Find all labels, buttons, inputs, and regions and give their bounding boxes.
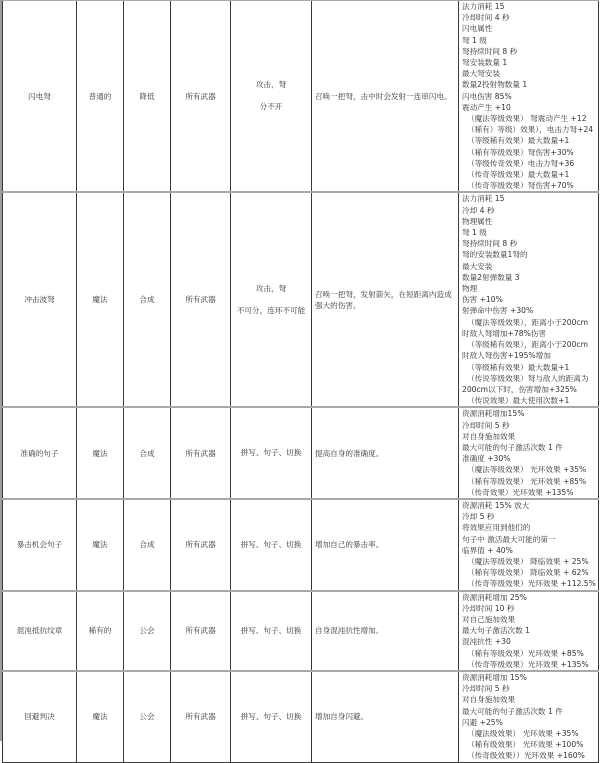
effect-line: 弩持续时间 8 秒 bbox=[462, 46, 518, 56]
skill-description: 增加自身闪避。 bbox=[315, 712, 369, 722]
effect-line: （魔法级效果） 光环效果 +35% bbox=[467, 729, 579, 738]
effect-line: 时敌人弩增加+78%伤害 bbox=[462, 328, 546, 338]
skill-source: 合成 bbox=[139, 295, 155, 305]
skill-description: 增加自己的暴击率。 bbox=[315, 540, 384, 550]
rarity-cell bbox=[77, 407, 124, 499]
combo-tag-line: 分不开 bbox=[259, 102, 283, 112]
effect-line: 法力消耗 15 bbox=[462, 2, 505, 11]
skill-rarity: 魔法 bbox=[92, 712, 108, 722]
effect-line: 数量2射弹数量 3 bbox=[462, 272, 520, 282]
combo-tag-line: 拼写、句子、切换 bbox=[240, 448, 302, 458]
weapon-cell bbox=[171, 0, 231, 192]
skill-name-cell bbox=[3, 0, 77, 192]
effect-line: （等级稀有效果）最大数量+1 bbox=[467, 136, 570, 146]
effect-line: 闪避 +25% bbox=[462, 717, 503, 727]
skills-table bbox=[2, 0, 599, 763]
table-row bbox=[3, 499, 599, 591]
skill-rarity: 普通的 bbox=[88, 91, 112, 101]
rarity-cell bbox=[77, 671, 124, 762]
skill-source: 降低 bbox=[139, 91, 155, 101]
effects-cell bbox=[459, 671, 599, 762]
effect-line: 对自己施加效果 bbox=[462, 614, 516, 624]
skill-name-cell bbox=[3, 407, 77, 499]
skill-name: 准确的句子 bbox=[20, 448, 59, 458]
effect-line: 资源消耗增加 25% bbox=[462, 592, 527, 602]
description-cell bbox=[312, 671, 459, 762]
effect-line: 弩持续时间 8 秒 bbox=[462, 239, 518, 249]
weapon-cell bbox=[171, 671, 231, 762]
effect-line: 伤害 +10% bbox=[462, 295, 503, 305]
table-row bbox=[3, 407, 599, 499]
skill-source: 公会 bbox=[139, 712, 155, 722]
description-cell bbox=[312, 499, 459, 591]
skill-weapon: 所有武器 bbox=[185, 626, 216, 636]
effect-line: 资源消耗 15% 放大 bbox=[462, 500, 530, 510]
rarity-cell bbox=[77, 192, 124, 407]
effect-line: 冷却时间 4 秒 bbox=[462, 13, 510, 23]
effect-line: 对自身施加效果 bbox=[462, 695, 516, 705]
rarity-cell bbox=[77, 499, 124, 591]
effect-line: （稀有级效果） 光环效果 +100% bbox=[467, 740, 584, 750]
effect-line: 闪电伤害 85% bbox=[462, 91, 512, 101]
skill-name: 混沌抵抗纹章 bbox=[16, 626, 63, 636]
effect-line: 法力消耗 15 bbox=[462, 194, 505, 204]
effect-line: 最大可能的句子激活次数 1 件 bbox=[462, 706, 563, 716]
skill-name-cell bbox=[3, 671, 77, 762]
combo-cell bbox=[231, 591, 312, 671]
effect-line: 冷却时间 5 秒 bbox=[462, 420, 510, 430]
source-cell bbox=[124, 671, 171, 762]
effect-line: 将效果应用到他们的 bbox=[462, 523, 531, 533]
effect-line: 弩 1 级 bbox=[462, 228, 487, 238]
effect-line: （稀有等级效果） 光环效果 +85% bbox=[467, 476, 587, 486]
effect-line: 冷却 4 秒 bbox=[462, 205, 495, 215]
combo-tag-line: 攻击，弩 bbox=[255, 80, 287, 90]
skill-source: 合成 bbox=[139, 448, 155, 458]
table-row bbox=[3, 0, 599, 192]
effect-line: 200cm以下时，伤害增加+325% bbox=[462, 384, 577, 394]
weapon-cell bbox=[171, 499, 231, 591]
effect-line: （魔法等级效果） 弩震动产生 +12 bbox=[467, 114, 587, 124]
skill-name: 冲击波弩 bbox=[24, 295, 55, 305]
skill-rarity: 稀有的 bbox=[88, 626, 112, 636]
rarity-cell bbox=[77, 591, 124, 671]
effect-line: 弩的安装数量1弩的 bbox=[462, 250, 528, 260]
effects-cell bbox=[459, 407, 599, 499]
effect-line: 弩安装数量 1 bbox=[462, 58, 508, 68]
effect-line: 资源消耗增加15% bbox=[462, 409, 525, 419]
skill-weapon: 所有武器 bbox=[185, 91, 216, 101]
effect-line: （稀有等级效果）弩伤害+30% bbox=[467, 147, 574, 157]
effects-cell bbox=[459, 0, 599, 192]
effect-line: 最大可能的句子激活次数 1 件 bbox=[462, 442, 563, 452]
skill-source: 公会 bbox=[139, 626, 155, 636]
effect-line: （传奇等级效果）光环效果 +135% bbox=[467, 659, 589, 669]
effect-line: 物理 bbox=[462, 284, 478, 294]
effect-line: （等级稀有效果）最大数量+1 bbox=[467, 362, 570, 372]
description-cell bbox=[312, 0, 459, 192]
combo-tag-line: 拼写、句子、切换 bbox=[240, 539, 302, 549]
skill-weapon: 所有武器 bbox=[185, 540, 216, 550]
skill-rarity: 魔法 bbox=[92, 540, 108, 550]
combo-cell bbox=[231, 499, 312, 591]
skill-rarity: 魔法 bbox=[92, 448, 108, 458]
skill-name-cell bbox=[3, 591, 77, 671]
effect-line: （稀有等级效果）光环效果 +85% bbox=[467, 648, 584, 658]
effect-line: （传奇等级效果）弩伤害+70% bbox=[467, 181, 574, 191]
source-cell bbox=[124, 0, 171, 192]
effect-line: 闪电属性 bbox=[462, 24, 493, 34]
rarity-cell bbox=[77, 0, 124, 192]
skill-name-cell bbox=[3, 192, 77, 407]
skill-description: 召唤一把弩，发射箭矢，在短距离内造成强大的伤害。 bbox=[315, 289, 452, 310]
source-cell bbox=[124, 192, 171, 407]
weapon-cell bbox=[171, 591, 231, 671]
skill-description: 自身混沌抗性增加。 bbox=[315, 626, 384, 636]
skill-name: 回避判决 bbox=[24, 712, 55, 722]
effect-line: 准确度 +30% bbox=[462, 454, 511, 464]
effect-line: （传说等级效果）弩与敌人的距离为 bbox=[467, 373, 589, 383]
effect-line: 最大安装 bbox=[462, 261, 493, 271]
skill-description: 提高自身的准确度。 bbox=[315, 448, 384, 458]
combo-tag-line: 拼写、句子、切换 bbox=[240, 625, 302, 635]
skill-weapon: 所有武器 bbox=[185, 712, 216, 722]
effect-line: 资源消耗增加 15% bbox=[462, 672, 527, 682]
effect-line: 对自身施加效果 bbox=[462, 431, 516, 441]
effect-line: 句子中 激活最大可能的第一 bbox=[462, 534, 556, 544]
source-cell bbox=[124, 407, 171, 499]
effect-line: （传奇等级效果）光环效果 +112.5% bbox=[467, 579, 596, 589]
effect-line: （等级传奇效果）电击力弩+36 bbox=[467, 158, 575, 168]
effect-line: （等级稀有效果），距离小于200cm bbox=[467, 340, 588, 350]
effect-line: 冷却时间 5 秒 bbox=[462, 684, 510, 694]
effect-line: 射弹命中伤害 +30% bbox=[462, 306, 534, 316]
effect-line: 临界值 + 40% bbox=[462, 545, 513, 555]
combo-tag-line: 不可分，连环不可能 bbox=[236, 305, 306, 315]
effect-line: （稀有）等级）效果），电击力弩+24 bbox=[467, 125, 594, 135]
description-cell bbox=[312, 407, 459, 499]
effects-cell bbox=[459, 499, 599, 591]
skill-name: 闪电弩 bbox=[28, 91, 51, 101]
table-row bbox=[3, 192, 599, 407]
skill-weapon: 所有武器 bbox=[185, 295, 216, 305]
description-cell bbox=[312, 192, 459, 407]
skill-name-cell bbox=[3, 499, 77, 591]
effect-line: 弩 1 级 bbox=[462, 35, 487, 45]
effect-line: （魔法等级效果），距离小于200cm bbox=[467, 317, 588, 327]
effect-line: 数量2投射物数量 1 bbox=[462, 80, 528, 90]
effect-line: （传奇效果）光环效果 +135% bbox=[467, 487, 574, 497]
combo-cell bbox=[231, 0, 312, 192]
combo-tag-line: 攻击，弩 bbox=[255, 283, 287, 293]
effect-line: 时敌人弩伤害+195%增加 bbox=[462, 351, 551, 361]
table-row bbox=[3, 671, 599, 762]
skill-rarity: 魔法 bbox=[92, 295, 108, 305]
effect-line: 冷却 5 秒 bbox=[462, 512, 495, 522]
skill-description: 召唤一把弩，击中时会发射一连串闪电。 bbox=[315, 91, 452, 101]
effect-line: 震动产生 +10 bbox=[462, 102, 511, 112]
effect-line: （魔法等级效果） 降临效果 + 25% bbox=[467, 556, 589, 566]
effects-cell bbox=[459, 192, 599, 407]
effect-line: 冷却时间 10 秒 bbox=[462, 603, 515, 613]
source-cell bbox=[124, 591, 171, 671]
effect-line: （稀有等级效果） 降临效果 + 62% bbox=[467, 568, 589, 578]
effect-line: （魔法等级效果） 光环效果 +35% bbox=[467, 465, 587, 475]
effect-line: （传说效果）最大使用次数+1 bbox=[467, 396, 570, 406]
effect-line: 最大弩安装 bbox=[462, 69, 500, 79]
table-row bbox=[3, 591, 599, 671]
weapon-cell bbox=[171, 407, 231, 499]
combo-tag-line: 拼写、句子、切换 bbox=[240, 711, 302, 721]
source-cell bbox=[124, 499, 171, 591]
effects-cell bbox=[459, 591, 599, 671]
skills-table-body bbox=[3, 0, 599, 762]
effect-line: （传奇级效果））光环效果 +160% bbox=[467, 751, 585, 761]
effect-line: 物理属性 bbox=[462, 216, 493, 226]
skill-source: 合成 bbox=[139, 540, 155, 550]
effect-line: 混沌抗性 +30 bbox=[462, 637, 511, 647]
combo-cell bbox=[231, 407, 312, 499]
effect-line: 最大句子激活次数 1 bbox=[462, 626, 530, 636]
weapon-cell bbox=[171, 192, 231, 407]
skill-weapon: 所有武器 bbox=[185, 448, 216, 458]
effect-line: （传奇等级效果）最大数量+1 bbox=[467, 170, 570, 180]
skill-name: 暴击机会句子 bbox=[16, 540, 63, 550]
description-cell bbox=[312, 591, 459, 671]
combo-cell bbox=[231, 192, 312, 407]
combo-cell bbox=[231, 671, 312, 762]
